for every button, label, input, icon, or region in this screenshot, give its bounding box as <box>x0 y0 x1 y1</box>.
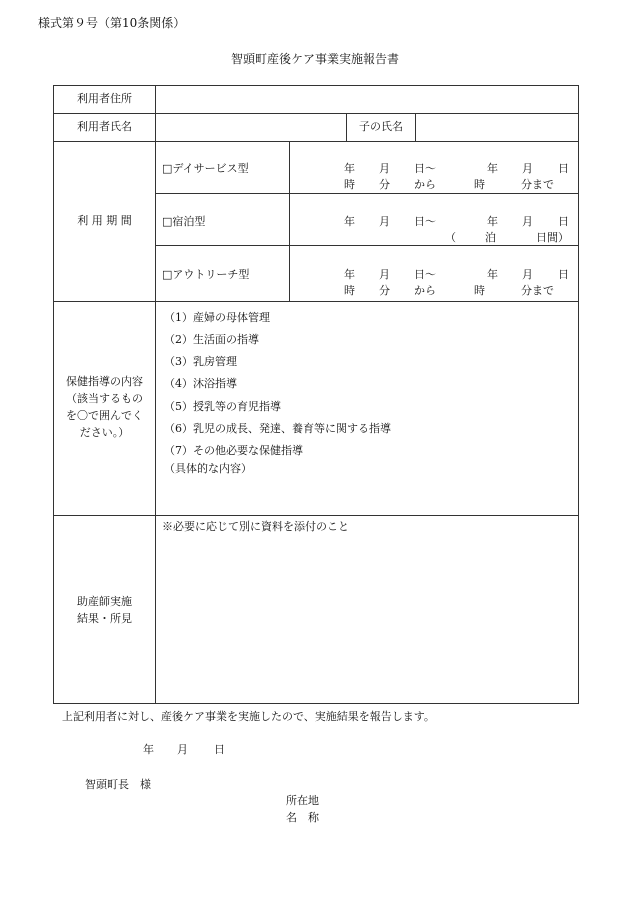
guidance-item[interactable]: （3）乳房管理 <box>164 355 237 368</box>
time-text: から <box>414 178 436 191</box>
user-name-field[interactable] <box>156 114 346 141</box>
stay-text: 日間） <box>536 231 569 244</box>
date-text: 月 <box>522 215 533 228</box>
guidance-label <box>54 373 155 441</box>
date-text: 年 <box>344 215 355 228</box>
guidance-item[interactable]: （4）沐浴指導 <box>164 377 237 390</box>
guidance-details-field[interactable] <box>158 478 576 513</box>
location-label: 所在地 <box>286 794 319 807</box>
overnight-checkbox[interactable]: □宿泊型 <box>162 215 206 228</box>
date-text: 日～ <box>414 268 436 281</box>
time-text: 分 <box>379 178 390 191</box>
date-text: 年 <box>487 162 498 175</box>
date-text: 月 <box>379 215 390 228</box>
name-label: 利用者氏名 <box>77 120 132 133</box>
stay-text: 泊 <box>485 231 496 244</box>
guidance-label-line: を〇で囲んでく <box>66 409 143 422</box>
day-service-checkbox[interactable]: □デイサービス型 <box>162 162 249 175</box>
time-text: 時 <box>344 178 355 191</box>
report-statement: 上記利用者に対し、産後ケア事業を実施したので、実施結果を報告します。 <box>62 710 435 723</box>
address-field[interactable] <box>156 86 578 113</box>
date-text: 月 <box>379 162 390 175</box>
date-text: 月 <box>522 162 533 175</box>
time-text: 分まで <box>521 284 554 297</box>
date-text: 日 <box>558 162 569 175</box>
date-text: 月 <box>379 268 390 281</box>
result-label-line: 助産師実施 <box>77 595 132 608</box>
date-text: 日～ <box>414 215 436 228</box>
date-text: 年 <box>487 215 498 228</box>
date-text: 日～ <box>414 162 436 175</box>
time-text: 分まで <box>521 178 554 191</box>
date-text: 年 <box>344 162 355 175</box>
child-name-field[interactable] <box>416 114 578 141</box>
guidance-label-line: 保健指導の内容 <box>66 375 143 388</box>
guidance-item[interactable]: （5）授乳等の育児指導 <box>164 400 281 413</box>
result-label <box>54 593 155 627</box>
child-name-label: 子の氏名 <box>359 120 403 133</box>
guidance-item[interactable]: （1）産婦の母体管理 <box>164 311 270 324</box>
outreach-checkbox[interactable]: □アウトリーチ型 <box>162 268 250 281</box>
guidance-label-line: （該当するもの <box>66 392 143 405</box>
time-text: 時 <box>474 284 485 297</box>
form-number: 様式第９号（第10条関係） <box>38 16 186 30</box>
date-text: 年 <box>344 268 355 281</box>
time-text: 時 <box>344 284 355 297</box>
period-label: 利 用 期 間 <box>77 214 132 227</box>
organization-name-label: 名 称 <box>286 811 319 824</box>
date-text: 日 <box>558 215 569 228</box>
page-title: 智頭町産後ケア事業実施報告書 <box>230 52 399 66</box>
attachment-note: ※必要に応じて別に資料を添付のこと <box>162 520 349 533</box>
report-date-month: 月 <box>177 743 188 756</box>
stay-text: （ <box>445 231 456 244</box>
report-date-day: 日 <box>214 743 225 756</box>
guidance-item[interactable]: （7）その他必要な保健指導 <box>164 444 303 457</box>
report-date-year: 年 <box>143 743 154 756</box>
date-text: 日 <box>558 268 569 281</box>
result-field[interactable] <box>158 536 576 700</box>
guidance-label-line: ださい。） <box>79 426 130 439</box>
address-label: 利用者住所 <box>77 92 132 105</box>
guidance-details-label: （具体的な内容） <box>164 462 252 475</box>
time-text: 時 <box>474 178 485 191</box>
date-text: 月 <box>522 268 533 281</box>
time-text: 分 <box>379 284 390 297</box>
guidance-item[interactable]: （2）生活面の指導 <box>164 333 259 346</box>
guidance-item[interactable]: （6）乳児の成長、発達、養育等に関する指導 <box>164 422 391 435</box>
date-text: 年 <box>487 268 498 281</box>
addressee: 智頭町長 様 <box>85 778 151 791</box>
time-text: から <box>414 284 436 297</box>
result-label-line: 結果・所見 <box>77 612 132 625</box>
